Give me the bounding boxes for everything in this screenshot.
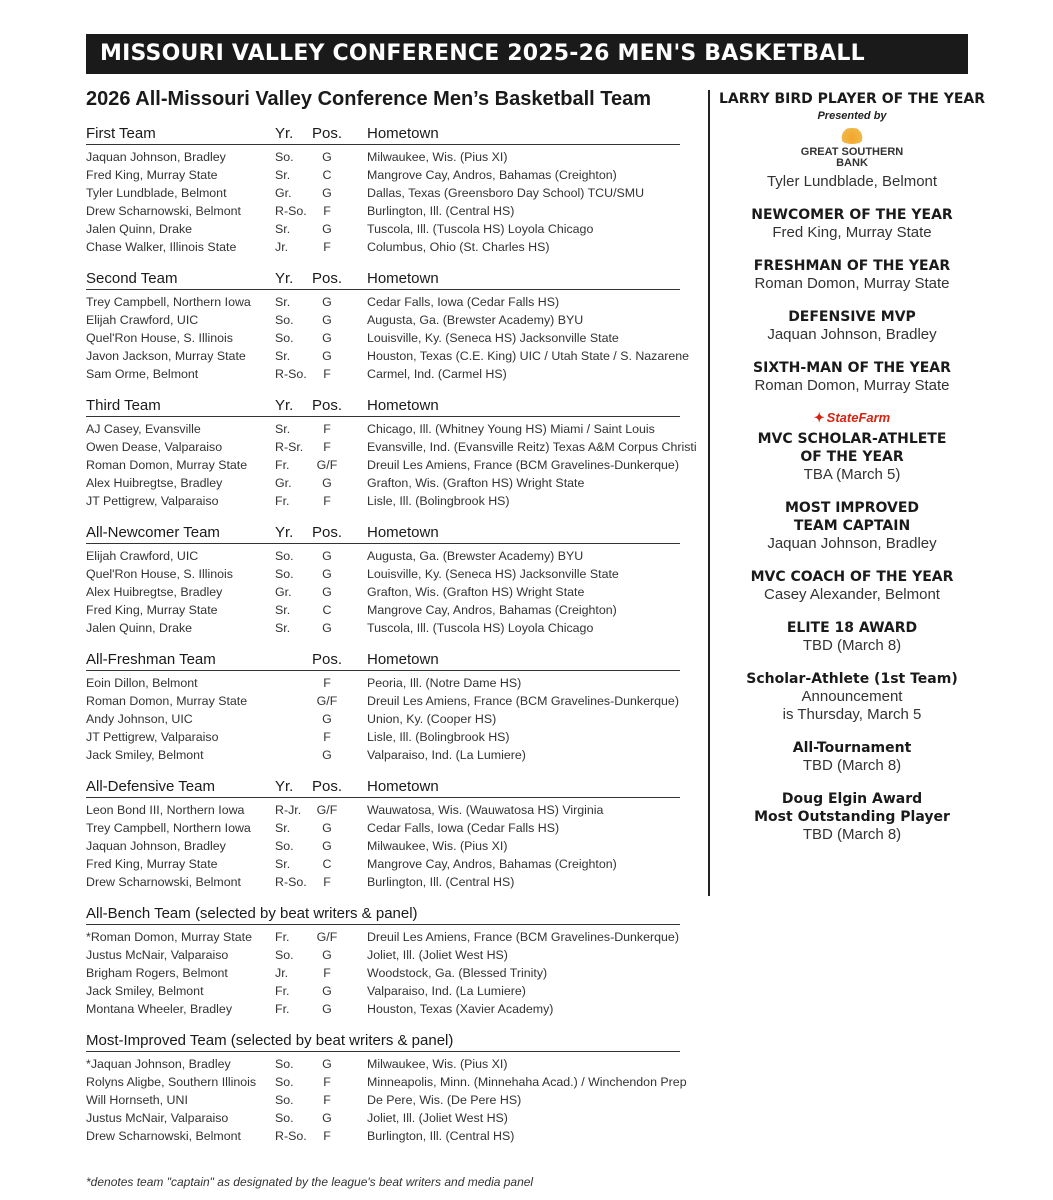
sponsor-logo [718,128,986,169]
section-header [86,396,680,417]
player-position: G [322,567,332,582]
player-year: Fr. [275,984,290,999]
player-row [86,492,680,510]
award-note-line1: Announcement [801,688,903,705]
player-position: G [322,821,332,836]
player-position: F [323,1093,331,1108]
player-position: G [322,585,332,600]
player-row [86,438,697,456]
award-sixth-man [718,359,986,395]
award-title: MVC SCHOLAR-ATHLETE [757,431,947,447]
player-hometown: Columbus, Ohio (St. Charles HS) [367,240,550,255]
award-title: SIXTH-MAN OF THE YEAR [753,360,951,376]
award-title: All-Tournament [792,740,912,756]
player-hometown: Tuscola, Ill. (Tuscola HS) Loyola Chicago [367,222,594,237]
player-row [86,982,680,1000]
player-year: R-So. [275,204,307,219]
player-name: JT Pettigrew, Valparaiso [86,494,219,509]
player-row [86,692,680,710]
player-position: F [323,1129,331,1144]
player-position: F [323,875,331,890]
award-winner: Jaquan Johnson, Bradley [767,535,937,552]
player-row [86,547,680,565]
player-row [86,456,680,474]
player-hometown: Houston, Texas (Xavier Academy) [367,1002,554,1017]
col-year-header: Yr. [275,777,294,795]
col-pos-header: Pos. [311,270,342,288]
player-position: F [323,204,331,219]
page-title: 2026 All-Missouri Valley Conference Men’s Basketball Team [86,88,652,110]
player-hometown: Cedar Falls, Iowa (Cedar Falls HS) [367,821,560,836]
player-hometown: Milwaukee, Wis. (Pius XI) [367,839,508,854]
footnote: *denotes team "captain" as designated by the league's beat writers and media panel [86,1175,534,1189]
player-name: Montana Wheeler, Bradley [86,1002,233,1017]
player-year: So. [275,549,294,563]
player-hometown: Augusta, Ga. (Brewster Academy) BYU [367,313,584,328]
player-year: So. [275,150,294,164]
player-name: Elijah Crawford, UIC [86,313,199,328]
player-position: F [323,240,331,255]
player-position: G [322,1002,332,1017]
player-position: G [322,222,332,237]
col-year-header: Yr. [275,125,294,142]
player-name: Eoin Dillon, Belmont [86,675,198,690]
player-hometown: Houston, Texas (C.E. King) UIC / Utah State / S. Nazarene [367,349,690,364]
player-year: Fr. [275,1002,290,1017]
statefarm-text: StateFarm [826,410,891,425]
player-hometown: Louisville, Ky. (Seneca HS) Jacksonville State [367,331,619,346]
award-title: MVC COACH OF THE YEAR [750,569,954,585]
player-position: F [323,675,331,690]
team-section [86,269,690,383]
player-row [86,1127,680,1145]
section-title: Most-Improved Team (selected by beat writers & panel) [86,1031,454,1049]
player-name: Fred King, Murray State [86,168,218,183]
section-title: All-Newcomer Team [86,524,220,541]
player-name: *Roman Domon, Murray State [86,929,252,944]
player-year: Sr. [275,422,291,437]
player-row [86,964,680,982]
player-position: G/F [316,694,338,709]
award-winner: Casey Alexander, Belmont [764,586,940,603]
player-position: F [323,966,331,981]
award-winner: Fred King, Murray State [772,224,932,241]
player-name: Jalen Quinn, Drake [86,222,193,237]
player-year: Gr. [275,186,292,201]
col-hometown-header: Hometown [367,270,439,288]
player-position: G/F [316,458,338,473]
section-header [86,269,680,290]
player-hometown: Augusta, Ga. (Brewster Academy) BYU [367,549,584,563]
col-year-header: Yr. [275,397,294,415]
column-divider [708,90,710,896]
player-year: So. [275,1093,294,1108]
player-position: G [322,295,332,310]
player-hometown: Dallas, Texas (Greensboro Day School) TCU/SMU [367,186,645,201]
player-row [86,1109,680,1127]
player-name: Tyler Lundblade, Belmont [86,186,227,201]
player-position: G [322,984,332,999]
player-year: R-Jr. [275,802,302,817]
player-name: Chase Walker, Illinois State [86,240,237,255]
col-hometown-header: Hometown [367,650,439,668]
player-year: Gr. [275,585,292,600]
player-position: G/F [316,929,338,944]
player-year: R-So. [275,1129,307,1144]
player-row [86,583,680,601]
player-row [86,873,680,891]
player-row [86,420,680,438]
player-hometown: Valparaiso, Ind. (La Lumiere) [367,748,526,763]
player-position: G [322,349,332,364]
player-year: Sr. [275,603,291,618]
player-name: Drew Scharnowski, Belmont [86,875,241,890]
player-position: C [322,857,332,872]
player-name: Roman Domon, Murray State [86,458,248,473]
player-hometown: Tuscola, Ill. (Tuscola HS) Loyola Chicago [367,621,594,636]
player-row [86,148,680,166]
section-title: All-Bench Team (selected by beat writers & panel) [86,904,418,922]
player-year: Sr. [275,621,291,636]
player-position: G [322,331,332,346]
player-position: G [322,549,332,563]
player-year: Fr. [275,929,290,944]
award-title: NEWCOMER OF THE YEAR [751,207,953,223]
player-position: G [322,313,332,328]
player-hometown: Woodstock, Ga. (Blessed Trinity) [367,966,548,981]
award-winner: Jaquan Johnson, Bradley [767,326,937,343]
award-title-line2: Most Outstanding Player [754,809,950,825]
player-hometown: Mangrove Cay, Andros, Bahamas (Creighton) [367,857,617,872]
col-hometown-header: Hometown [367,125,439,142]
player-name: Justus McNair, Valparaiso [86,1111,229,1126]
statefarm-icon: ✦ [813,410,825,425]
player-hometown: Dreuil Les Amiens, France (BCM Gravelines-Dunkerque) [367,458,679,473]
section-header [86,1031,680,1052]
award-freshman [718,257,986,293]
player-year: So. [275,948,294,962]
player-position: C [322,168,332,183]
player-name: Quel'Ron House, S. Illinois [86,567,233,582]
player-hometown: Lisle, Ill. (Bolingbrook HS) [367,494,510,509]
team-section [86,124,680,257]
player-hometown: Dreuil Les Amiens, France (BCM Gravelines-Dunkerque) [367,694,679,709]
player-row [86,710,680,728]
presented-by: Presented by [817,110,887,122]
player-name: Will Hornseth, UNI [86,1093,188,1108]
award-winner: Tyler Lundblade, Belmont [766,173,938,190]
award-title: LARRY BIRD PLAYER OF THE YEAR [718,91,986,107]
player-row [86,202,680,220]
sponsor-name-line2: BANK [836,157,868,169]
section-header [86,124,680,145]
section-title: Third Team [86,397,161,415]
section-header [86,904,680,925]
col-pos-header: Pos. [311,777,342,795]
player-name: Andy Johnson, UIC [86,712,193,727]
player-row [86,601,680,619]
award-player-of-year [718,90,986,191]
player-row [86,674,680,692]
col-pos-header: Pos. [311,524,342,541]
award-winner: TBD (March 8) [802,637,902,654]
player-row [86,1055,680,1073]
player-hometown: Dreuil Les Amiens, France (BCM Gravelines-Dunkerque) [367,929,679,944]
banner-title: MISSOURI VALLEY CONFERENCE 2025-26 MEN'S BASKETBALL [86,34,968,74]
player-row [86,1073,687,1091]
player-hometown: Cedar Falls, Iowa (Cedar Falls HS) [367,295,560,310]
player-name: Roman Domon, Murray State [86,694,248,709]
player-position: G/F [316,802,338,817]
player-position: G [322,948,332,962]
player-row [86,801,680,819]
player-year: R-Sr. [275,440,304,455]
player-row [86,946,680,964]
award-title: DEFENSIVE MVP [788,309,916,325]
player-hometown: Burlington, Ill. (Central HS) [367,204,515,219]
player-hometown: Grafton, Wis. (Grafton HS) Wright State [367,476,585,491]
player-name: Fred King, Murray State [86,603,218,618]
player-position: G [322,150,332,164]
player-name: Leon Bond III, Northern Iowa [86,802,245,817]
player-name: Sam Orme, Belmont [86,367,199,382]
player-name: Jack Smiley, Belmont [86,984,204,999]
player-row [86,311,680,329]
player-row [86,329,680,347]
player-year: Gr. [275,476,292,491]
player-row [86,220,680,238]
player-position: G [322,186,332,201]
player-hometown: Mangrove Cay, Andros, Bahamas (Creighton) [367,603,617,618]
player-name: Alex Huibregtse, Bradley [86,585,223,600]
player-name: Trey Campbell, Northern Iowa [86,821,251,836]
player-hometown: Lisle, Ill. (Bolingbrook HS) [367,730,510,745]
player-hometown: De Pere, Wis. (De Pere HS) [367,1093,522,1108]
player-name: Justus McNair, Valparaiso [86,948,229,962]
player-name: Jack Smiley, Belmont [86,748,204,763]
team-section [86,650,680,764]
team-section [86,777,680,891]
awards-column [718,90,986,859]
player-row [86,166,680,184]
section-title: First Team [86,125,156,142]
col-hometown-header: Hometown [367,524,439,541]
col-year-header: Yr. [275,270,294,288]
section-header [86,650,680,671]
player-position: F [323,730,331,745]
award-note-line2: is Thursday, March 5 [782,706,922,723]
award-title: Doug Elgin Award [781,791,923,807]
player-hometown: Burlington, Ill. (Central HS) [367,1129,515,1144]
player-row [86,746,680,764]
award-title: MOST IMPROVED [784,500,920,516]
player-year: R-So. [275,367,307,382]
player-hometown: Milwaukee, Wis. (Pius XI) [367,150,508,164]
sun-icon [838,128,866,144]
player-year: So. [275,1111,294,1126]
player-year: Sr. [275,857,291,872]
player-hometown: Carmel, Ind. (Carmel HS) [367,367,507,382]
player-year: Sr. [275,295,291,310]
player-year: Sr. [275,821,291,836]
player-position: F [323,494,331,509]
award-winner: Roman Domon, Murray State [754,275,950,292]
player-row [86,474,680,492]
player-row [86,728,680,746]
col-pos-header: Pos. [311,650,342,668]
award-scholar-athlete [718,410,986,484]
player-year: So. [275,313,294,328]
award-winner: TBD (March 8) [802,757,902,774]
award-winner: Roman Domon, Murray State [754,377,950,394]
col-hometown-header: Hometown [367,777,439,795]
player-hometown: Burlington, Ill. (Central HS) [367,875,515,890]
award-winner: TBD (March 8) [802,826,902,843]
player-row [86,1000,680,1018]
player-name: Rolyns Aligbe, Southern Illinois [86,1074,257,1089]
team-section [86,396,697,510]
section-header [86,523,680,544]
award-scholar-first-team [718,670,986,724]
col-pos-header: Pos. [311,397,342,415]
player-hometown: Milwaukee, Wis. (Pius XI) [367,1056,508,1071]
player-name: Elijah Crawford, UIC [86,549,199,563]
player-hometown: Evansville, Ind. (Evansville Reitz) Texas A&M Corpus Christi [367,440,697,455]
player-position: F [323,1074,331,1089]
award-coach [718,568,986,604]
player-name: Jalen Quinn, Drake [86,621,193,636]
section-title: All-Defensive Team [86,777,215,795]
player-year: Sr. [275,222,291,237]
player-position: F [323,367,331,382]
award-winner: TBA (March 5) [803,466,901,483]
player-year: So. [275,1056,294,1071]
award-title: ELITE 18 AWARD [786,620,918,636]
player-name: Trey Campbell, Northern Iowa [86,295,251,310]
player-position: G [322,839,332,854]
award-elite-18 [718,619,986,655]
player-name: Quel'Ron House, S. Illinois [86,331,233,346]
player-position: G [322,748,332,763]
player-year: Jr. [275,240,289,255]
player-year: So. [275,839,294,854]
team-section [86,523,680,637]
player-hometown: Union, Ky. (Cooper HS) [367,712,497,727]
player-hometown: Peoria, Ill. (Notre Dame HS) [367,675,522,690]
award-title-line2: OF THE YEAR [800,449,904,465]
statefarm-logo [718,410,986,426]
award-newcomer [718,206,986,242]
player-year: So. [275,1074,294,1089]
player-hometown: Louisville, Ky. (Seneca HS) Jacksonville State [367,567,619,582]
sponsor-name-line1: GREAT SOUTHERN [800,146,904,158]
player-hometown: Joliet, Ill. (Joliet West HS) [367,948,508,962]
section-title: All-Freshman Team [86,650,216,668]
player-hometown: Wauwatosa, Wis. (Wauwatosa HS) Virginia [367,802,604,817]
player-year: Sr. [275,168,291,183]
player-hometown: Mangrove Cay, Andros, Bahamas (Creighton) [367,168,617,183]
player-row [86,347,690,365]
col-pos-header: Pos. [311,125,342,142]
player-year: Sr. [275,349,291,364]
award-title: FRESHMAN OF THE YEAR [753,258,951,274]
player-hometown: Minneapolis, Minn. (Minnehaha Acad.) / Winchendon Prep [367,1074,687,1089]
player-year: R-So. [275,875,307,890]
player-row [86,293,680,311]
player-year: So. [275,331,294,346]
player-row [86,1091,680,1109]
team-section [86,904,680,1018]
award-most-improved-captain [718,499,986,553]
player-hometown: Grafton, Wis. (Grafton HS) Wright State [367,585,585,600]
player-row [86,184,680,202]
player-row [86,619,680,637]
player-year: Jr. [275,966,289,981]
player-row [86,238,680,256]
player-year: So. [275,567,294,582]
team-section [86,1031,687,1145]
award-title: Scholar-Athlete (1st Team) [746,671,958,687]
player-name: Jaquan Johnson, Bradley [86,839,226,854]
player-position: G [322,1056,332,1071]
player-position: F [323,422,331,437]
player-row [86,837,680,855]
player-name: Brigham Rogers, Belmont [86,966,228,981]
player-row [86,565,680,583]
award-doug-elgin [718,790,986,844]
player-position: C [322,603,332,618]
player-row [86,855,680,873]
player-row [86,365,680,383]
player-position: G [322,712,332,727]
player-name: Drew Scharnowski, Belmont [86,204,241,219]
player-hometown: Chicago, Ill. (Whitney Young HS) Miami / Saint Louis [367,422,655,437]
award-title-line2: TEAM CAPTAIN [793,518,911,534]
teams-list [86,124,697,1158]
player-position: G [322,621,332,636]
player-row [86,819,680,837]
award-defensive [718,308,986,344]
player-position: G [322,1111,332,1126]
col-year-header: Yr. [275,524,294,541]
player-hometown: Valparaiso, Ind. (La Lumiere) [367,984,526,999]
col-hometown-header: Hometown [367,397,439,415]
player-name: Alex Huibregtse, Bradley [86,476,223,491]
player-name: Fred King, Murray State [86,857,218,872]
player-name: *Jaquan Johnson, Bradley [86,1056,231,1071]
player-row [86,928,680,946]
player-hometown: Joliet, Ill. (Joliet West HS) [367,1111,508,1126]
player-year: Fr. [275,494,290,509]
player-name: Owen Dease, Valparaiso [86,440,223,455]
section-title: Second Team [86,270,178,288]
player-year: Fr. [275,458,290,473]
player-position: G [322,476,332,491]
player-name: Jaquan Johnson, Bradley [86,150,226,164]
player-name: AJ Casey, Evansville [86,422,201,437]
player-name: Drew Scharnowski, Belmont [86,1129,241,1144]
player-name: JT Pettigrew, Valparaiso [86,730,219,745]
award-all-tournament [718,739,986,775]
section-header [86,777,680,798]
player-name: Javon Jackson, Murray State [86,349,246,364]
player-position: F [323,440,331,455]
